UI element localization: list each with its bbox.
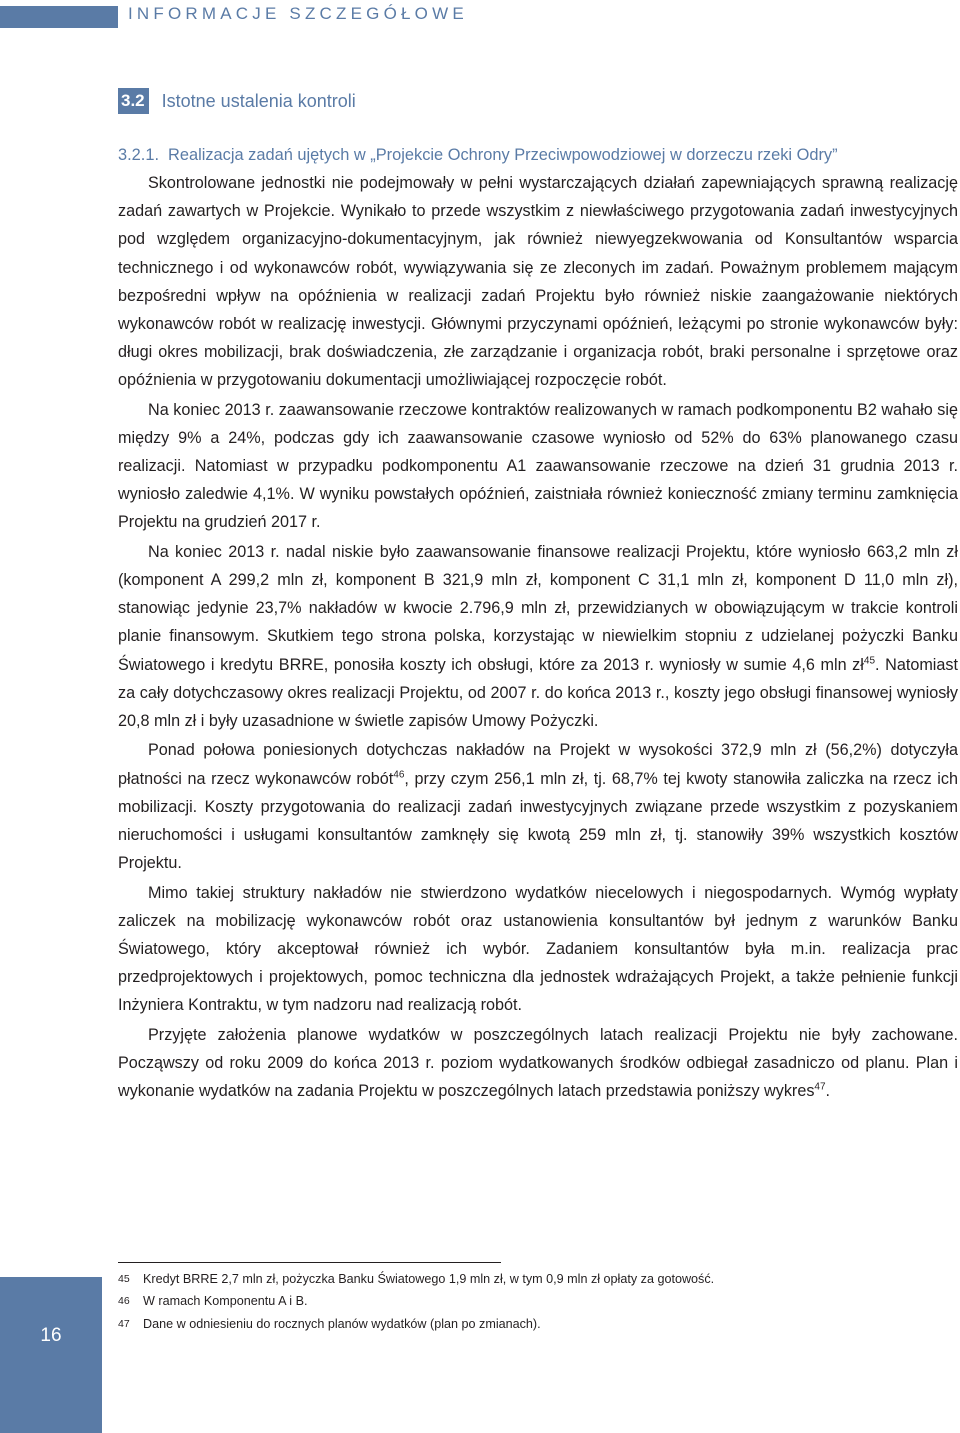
footnotes — [118, 1268, 918, 1335]
footnote-text: Kredyt BRRE 2,7 mln zł, pożyczka Banku Światowego 1,9 mln zł, w tym 0,9 mln zł opłaty za gotowość. — [143, 1272, 715, 1286]
paragraph-text: Mimo takiej struktury nakładów nie stwierdzono wydatków niecelowych i niegospodarnych. Wymóg wypłaty zaliczek na mobilizację wykonawców robót oraz ustanowienia konsultantów był jednym z warunków Banku Światowego, który akceptował również ich wybór. Zadaniem konsultantów była m.in. realizacja prac przedprojektowych i projektowych, pomoc techniczna dla jednostek wdrażających Projekt, a także pełnienie funkcji Inżyniera Kontraktu, w tym nadzoru nad realizacją robót. — [118, 883, 958, 1015]
paragraph — [118, 169, 958, 394]
paragraph — [118, 396, 958, 537]
page-number-box — [0, 1277, 102, 1433]
subsection-title: Realizacja zadań ujętych w „Projekcie Ochrony Przeciwpowodziowej w dorzeczu rzeki Odry” — [168, 146, 838, 164]
subsection-heading — [118, 141, 958, 169]
footnote-ref[interactable]: 47 — [814, 1081, 826, 1093]
footnote-ref[interactable]: 45 — [863, 655, 876, 667]
footnote-number: 47 — [118, 1317, 130, 1330]
footnote — [118, 1268, 918, 1290]
section-number: 3.2 — [118, 88, 149, 114]
paragraph-text: , przy czym 256,1 mln zł, tj. 68,7% tej kwoty stanowiła zaliczka na rzecz ich mobilizacji. Koszty przygotowania do realizacji zadań inwestycyjnych związane przede wszystkim z pozyskaniem nieruchomości i usługami konsultantów zamknęły się kwotą 259 mln zł, tj. stanowiły 39% wszystkich kosztów Projektu. — [118, 769, 958, 873]
running-header: INFORMACJE SZCZEGÓŁOWE — [128, 4, 468, 23]
paragraph — [118, 538, 958, 735]
paragraph-text: Na koniec 2013 r. zaawansowanie rzeczowe kontraktów realizowanych w ramach podkomponentu B2 wahało się między 9% a 24%, podczas gdy ich zaawansowanie czasowe wyniosło od 52% do 63% planowanego czasu realizacji. Natomiast w przypadku podkomponentu A1 zaawansowanie rzeczowe na dzień 31 grudnia 2013 r. wyniosło zaledwie 4,1%. W wyniku powstałych opóźnień, zaistniała również konieczność zmiany terminu zamknięcia Projektu na grudzień 2017 r. — [118, 400, 958, 532]
paragraph-text: Ponad połowa poniesionych dotychczas nakładów na Projekt w wysokości 372,9 mln zł (56,2%) dotyczyła płatności na rzecz wykonawców robót — [118, 741, 958, 788]
footnote-text: Dane w odniesieniu do rocznych planów wydatków (plan po zmianach). — [143, 1316, 541, 1331]
paragraph-text: Przyjęte założenia planowe wydatków w poszczególnych latach realizacji Projektu nie były zachowane. Począwszy od roku 2009 do końca 2013 r. poziom wydatkowanych środków odbiegał zasadniczo od planu. Plan i wykonanie wydatków na zadania Projektu w poszczególnych latach przedstawia poniższy wykres — [118, 1025, 958, 1101]
footnote-ref[interactable]: 46 — [393, 769, 405, 781]
footnote — [118, 1290, 918, 1312]
footnote-number: 45 — [118, 1273, 130, 1285]
paragraph-text: Skontrolowane jednostki nie podejmowały w pełni wystarczających działań zapewniających sprawną realizację zadań zawartych w Projekcie. Wynikało to przede wszystkim z niewłaściwego przygotowania zadań inwestycyjnych pod względem organizacyjno-dokumentacyjnym, jak również niewyegzekwowania od Konsultantów wsparcia technicznego i od wykonawców robót, wywiązywania się ze zleconych im zadań. Poważnym problemem mającym bezpośredni wpływ na opóźnienia w realizacji zadań Projektu było również niskie zaangażowanie niektórych wykonawców robót w realizację inwestycji. Głównymi przyczynami opóźnień, leżącymi po stronie wykonawców były: długi okres mobilizacji, brak doświadczenia, złe zarządzanie i organizacja robót, braki personalne i sprzętowe oraz opóźnienia w przygotowaniu dokumentacji umożliwiającej rozpoczęcie robót. — [118, 174, 958, 390]
page-number: 16 — [40, 1325, 62, 1346]
paragraph — [118, 1021, 958, 1105]
footnote-divider — [118, 1262, 501, 1263]
paragraph — [118, 736, 958, 877]
paragraph — [118, 879, 958, 1020]
header-accent-bar — [0, 6, 118, 28]
paragraph-text: . — [825, 1082, 831, 1101]
paragraph-text: Na koniec 2013 r. nadal niskie było zaawansowanie finansowe realizacji Projektu, które wyniosło 663,2 mln zł (komponent A 299,2 mln zł, komponent B 321,9 mln zł, komponent C 31,1 mln zł, komponent D 11,0 mln zł), stanowiąc jedynie 23,7% nakładów w kwocie 2.796,9 mln zł, przewidzianych w obowiązującym w trakcie kontroli planie finansowym. Skutkiem tego strona polska, korzystając w niewielkim stopniu z udzielanej pożyczki Banku Światowego i kredytu BRRE, ponosiła koszty ich obsługi, które za 2013 r. wyniosły w sumie 4,6 mln zł — [118, 542, 958, 674]
section-heading — [118, 88, 356, 114]
section-title: Istotne ustalenia kontroli — [161, 90, 356, 111]
subsection-number: 3.2.1. — [118, 146, 160, 164]
footnote-number: 46 — [118, 1295, 130, 1308]
paragraph-text: . Natomiast za cały dotychczasowy okres realizacji Projektu, od 2007 r. do końca 2013 r., koszty jego obsługi finansowej wyniosły 20,8 mln zł i były uzasadnione w świetle zapisów Umowy Pożyczki. — [118, 655, 958, 730]
main-content — [118, 141, 958, 1105]
footnote-text: W ramach Komponentu A i B. — [143, 1294, 308, 1309]
footnote — [118, 1313, 918, 1335]
